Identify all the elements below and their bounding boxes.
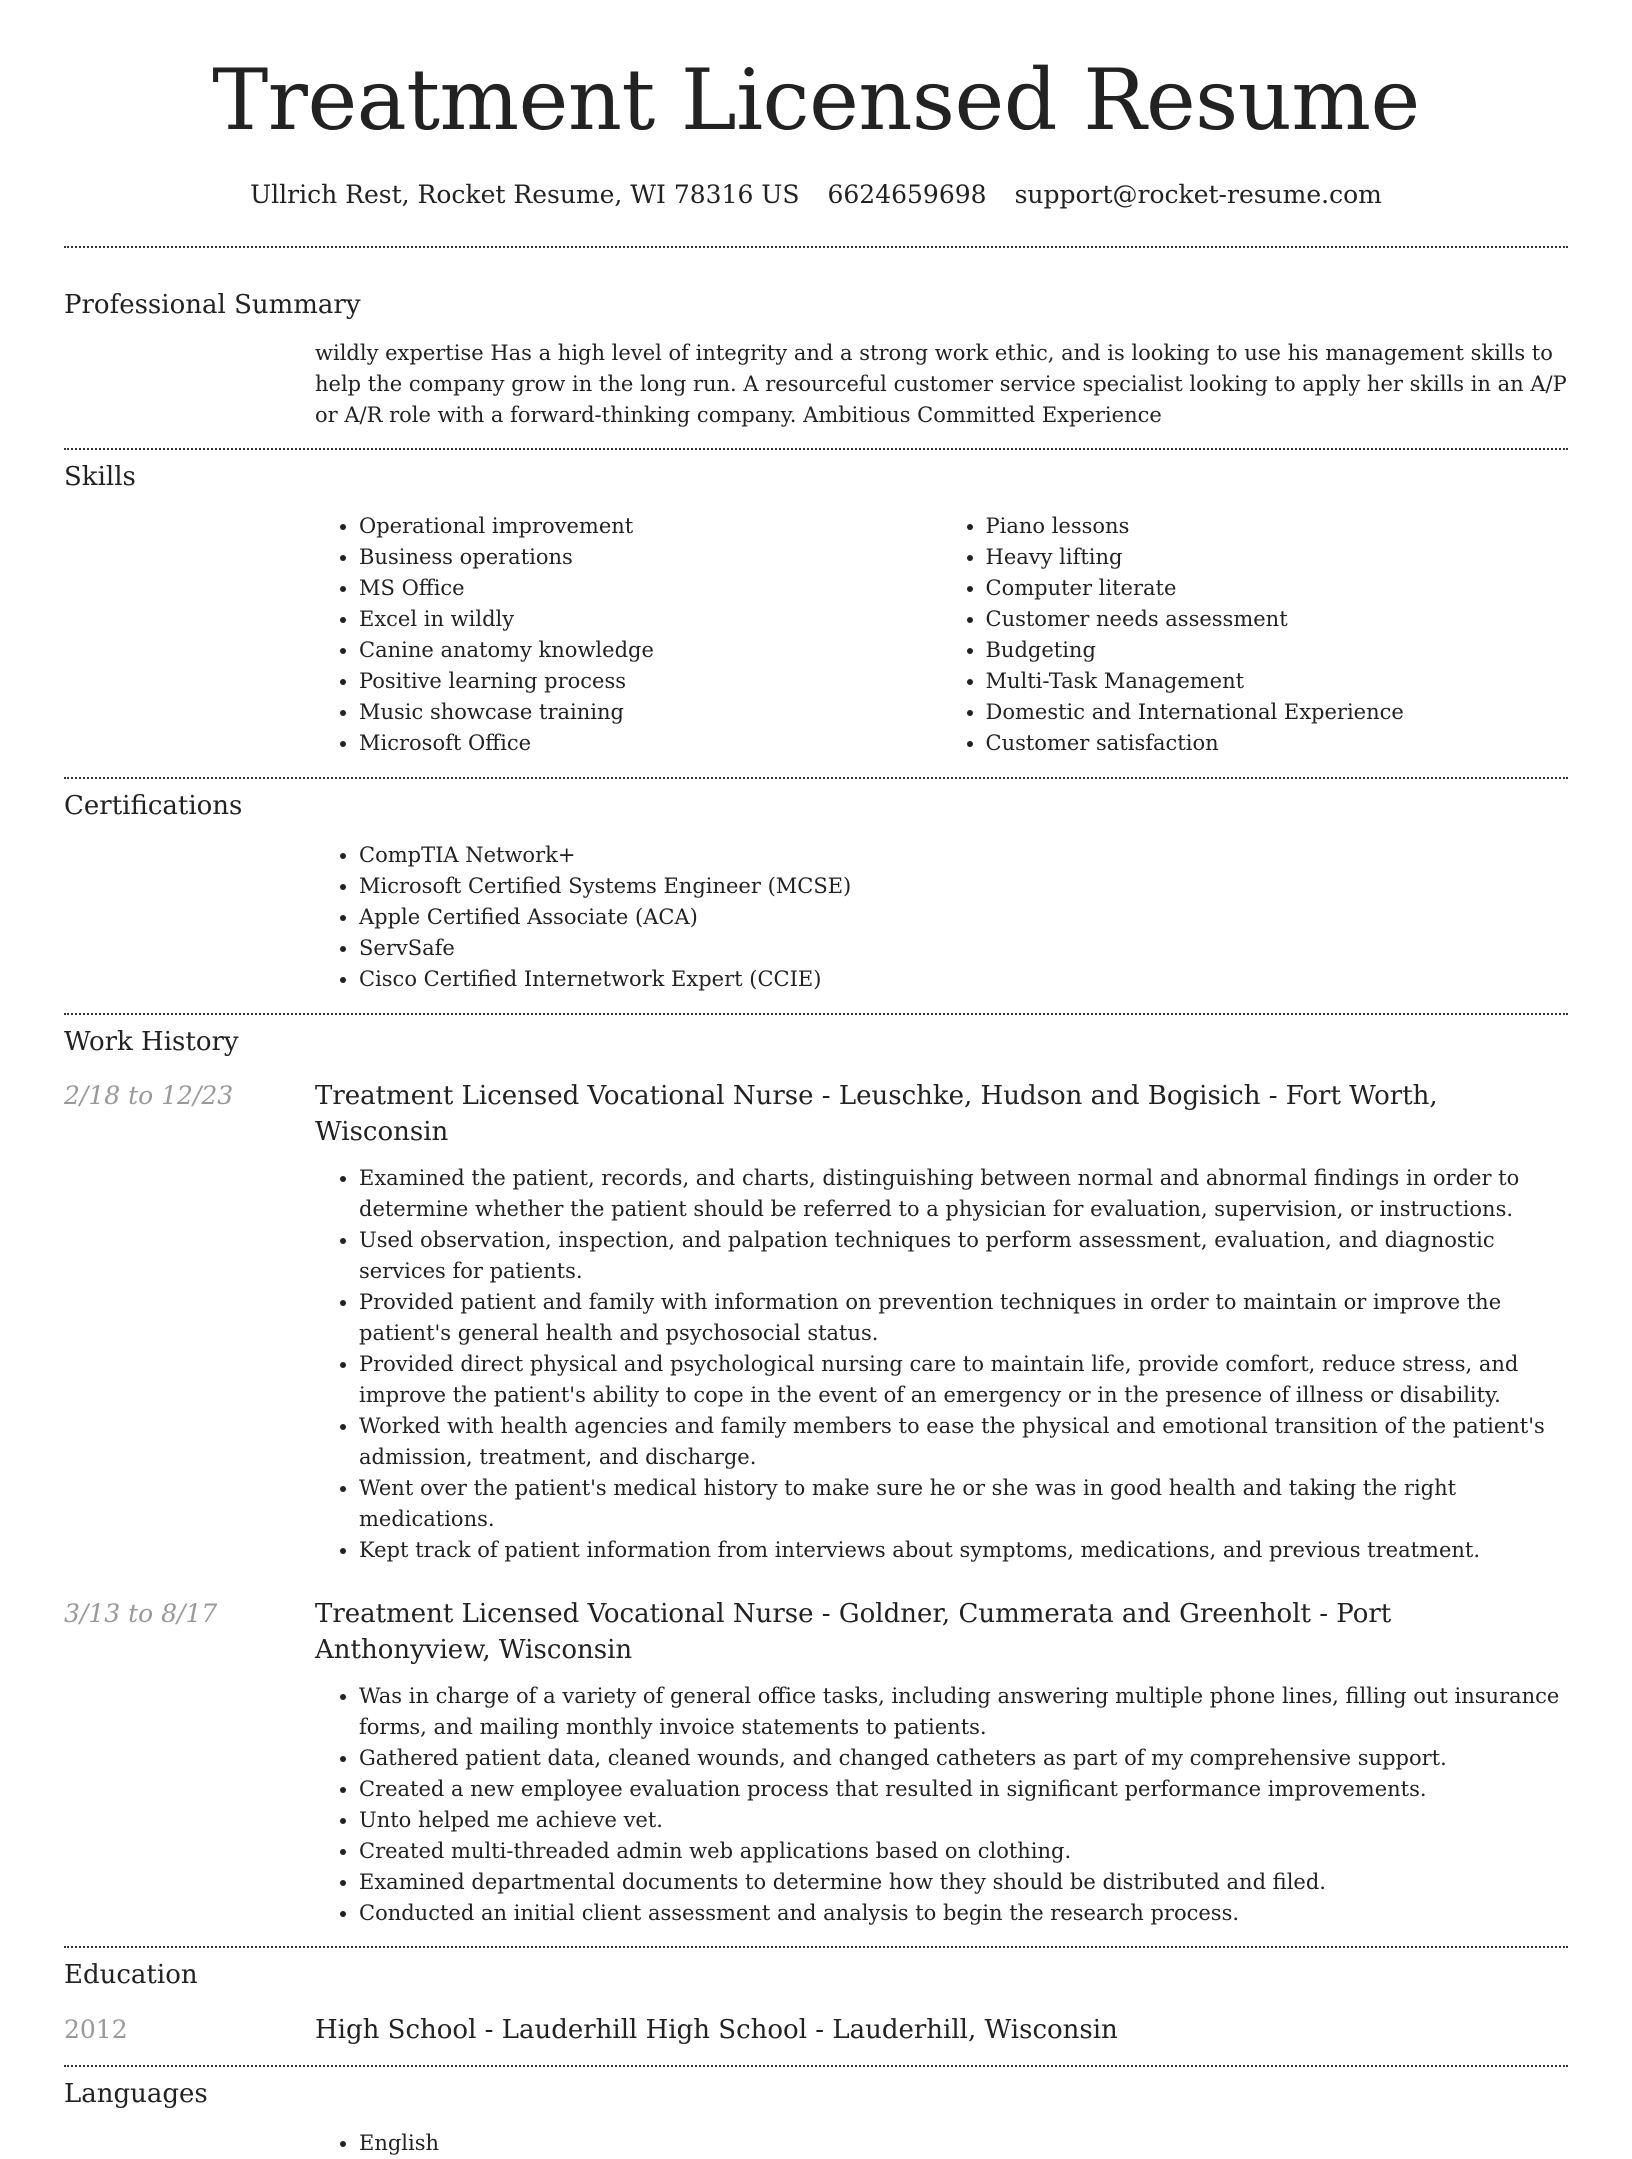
list-item: • Went over the patient's medical history to make sure he or she was in good health and taking the right medications.: [359, 1473, 1568, 1535]
job-dates: 2/18 to 12/23: [64, 1081, 234, 1110]
languages-heading: Languages: [64, 2079, 208, 2109]
section-divider: [64, 777, 1568, 779]
list-item: • Microsoft Certified Systems Engineer (MCSE): [359, 871, 1568, 902]
section-divider: [64, 1946, 1568, 1948]
job-duties: [315, 1681, 1568, 1929]
list-item: • Multi-Task Management: [986, 666, 1569, 697]
resume-page: [64, 0, 1568, 2159]
list-item: • Canine anatomy knowledge: [359, 635, 942, 666]
list-item: • English: [359, 2128, 1568, 2159]
list-item: • Conducted an initial client assessment and analysis to begin the research process.: [359, 1898, 1568, 1929]
skills-heading: Skills: [64, 462, 136, 492]
section-divider: [64, 246, 1568, 248]
list-item: • Provided direct physical and psychological nursing care to maintain life, provide comfort, reduce stress, and improve the patient's ability to cope in the event of an emergency or in the presence of illness or disability.: [359, 1349, 1568, 1411]
certifications-heading: Certifications: [64, 791, 243, 821]
job-duties: [315, 1163, 1568, 1566]
skills-left-column: [315, 511, 942, 759]
list-item: • MS Office: [359, 573, 942, 604]
list-item: • Gathered patient data, cleaned wounds, and changed catheters as part of my comprehensive support.: [359, 1743, 1568, 1774]
list-item: • Used observation, inspection, and palpation techniques to perform assessment, evaluation, and diagnostic services for patients.: [359, 1225, 1568, 1287]
list-item: • Kept track of patient information from interviews about symptoms, medications, and previous treatment.: [359, 1535, 1568, 1566]
list-item: • Apple Certified Associate (ACA): [359, 902, 1568, 933]
list-item: • Heavy lifting: [986, 542, 1569, 573]
list-item: • Piano lessons: [986, 511, 1569, 542]
job-title: Treatment Licensed Vocational Nurse - Leuschke, Hudson and Bogisich - Fort Worth, Wisconsin: [315, 1081, 1438, 1147]
languages-list: [315, 2128, 1568, 2159]
work-history-heading: Work History: [64, 1027, 239, 1057]
list-item: • Customer satisfaction: [986, 728, 1569, 759]
education-heading: Education: [64, 1960, 198, 1990]
summary-heading: Professional Summary: [64, 290, 361, 320]
job-entry: [64, 1596, 1568, 1929]
list-item: • Business operations: [359, 542, 942, 573]
list-item: • Unto helped me achieve vet.: [359, 1805, 1568, 1836]
contact-address: Ullrich Rest, Rocket Resume, WI 78316 US: [250, 180, 800, 209]
list-item: • Provided patient and family with information on prevention techniques in order to maintain or improve the patient's general health and psychosocial status.: [359, 1287, 1568, 1349]
certifications-list: [315, 840, 1568, 995]
list-item: • Examined the patient, records, and charts, distinguishing between normal and abnormal findings in order to determine whether the patient should be referred to a physician for evaluation, supervision, or instructions.: [359, 1163, 1568, 1225]
education-title: High School - Lauderhill High School - Lauderhill, Wisconsin: [315, 2015, 1118, 2045]
section-divider: [64, 1013, 1568, 1015]
list-item: • Microsoft Office: [359, 728, 942, 759]
list-item: • Music showcase training: [359, 697, 942, 728]
list-item: • Customer needs assessment: [986, 604, 1569, 635]
job-entry: [64, 1078, 1568, 1566]
list-item: • Cisco Certified Internetwork Expert (CCIE): [359, 964, 1568, 995]
languages-items: [315, 2128, 1568, 2159]
list-item: • Budgeting: [986, 635, 1569, 666]
education-date: 2012: [64, 2015, 128, 2044]
list-item: • CompTIA Network+: [359, 840, 1568, 871]
list-item: • Positive learning process: [359, 666, 942, 697]
list-item: • Worked with health agencies and family members to ease the physical and emotional transition of the patient's admission, treatment, and discharge.: [359, 1411, 1568, 1473]
list-item: • ServSafe: [359, 933, 1568, 964]
list-item: • Created a new employee evaluation process that resulted in significant performance improvements.: [359, 1774, 1568, 1805]
education-entry: [64, 2012, 1568, 2048]
list-item: • Operational improvement: [359, 511, 942, 542]
list-item: • Computer literate: [986, 573, 1569, 604]
resume-title: Treatment Licensed Resume: [212, 51, 1420, 149]
section-divider: [64, 2065, 1568, 2067]
contact-line: [64, 178, 1568, 212]
skills-list: [315, 511, 1568, 759]
summary-text: wildly expertise Has a high level of integrity and a strong work ethic, and is looking to use his management skills to help the company grow in the long run. A resourceful customer service specialist looking to apply her skills in an A/P or A/R role with a forward-thinking company. Ambitious Committed Experience: [315, 341, 1567, 427]
list-item: • Examined departmental documents to determine how they should be distributed and filed.: [359, 1867, 1568, 1898]
skills-right-column: [942, 511, 1569, 759]
list-item: • Created multi-threaded admin web applications based on clothing.: [359, 1836, 1568, 1867]
list-item: • Excel in wildly: [359, 604, 942, 635]
list-item: • Was in charge of a variety of general office tasks, including answering multiple phone lines, filling out insurance forms, and mailing monthly invoice statements to patients.: [359, 1681, 1568, 1743]
job-title: Treatment Licensed Vocational Nurse - Goldner, Cummerata and Greenholt - Port Anthonyview, Wisconsin: [315, 1599, 1392, 1665]
certifications-items: [315, 840, 1568, 995]
section-divider: [64, 448, 1568, 450]
contact-phone: 6624659698: [827, 180, 987, 209]
job-dates: 3/13 to 8/17: [64, 1599, 218, 1628]
contact-email: support@rocket-resume.com: [1014, 180, 1382, 209]
list-item: • Domestic and International Experience: [986, 697, 1569, 728]
